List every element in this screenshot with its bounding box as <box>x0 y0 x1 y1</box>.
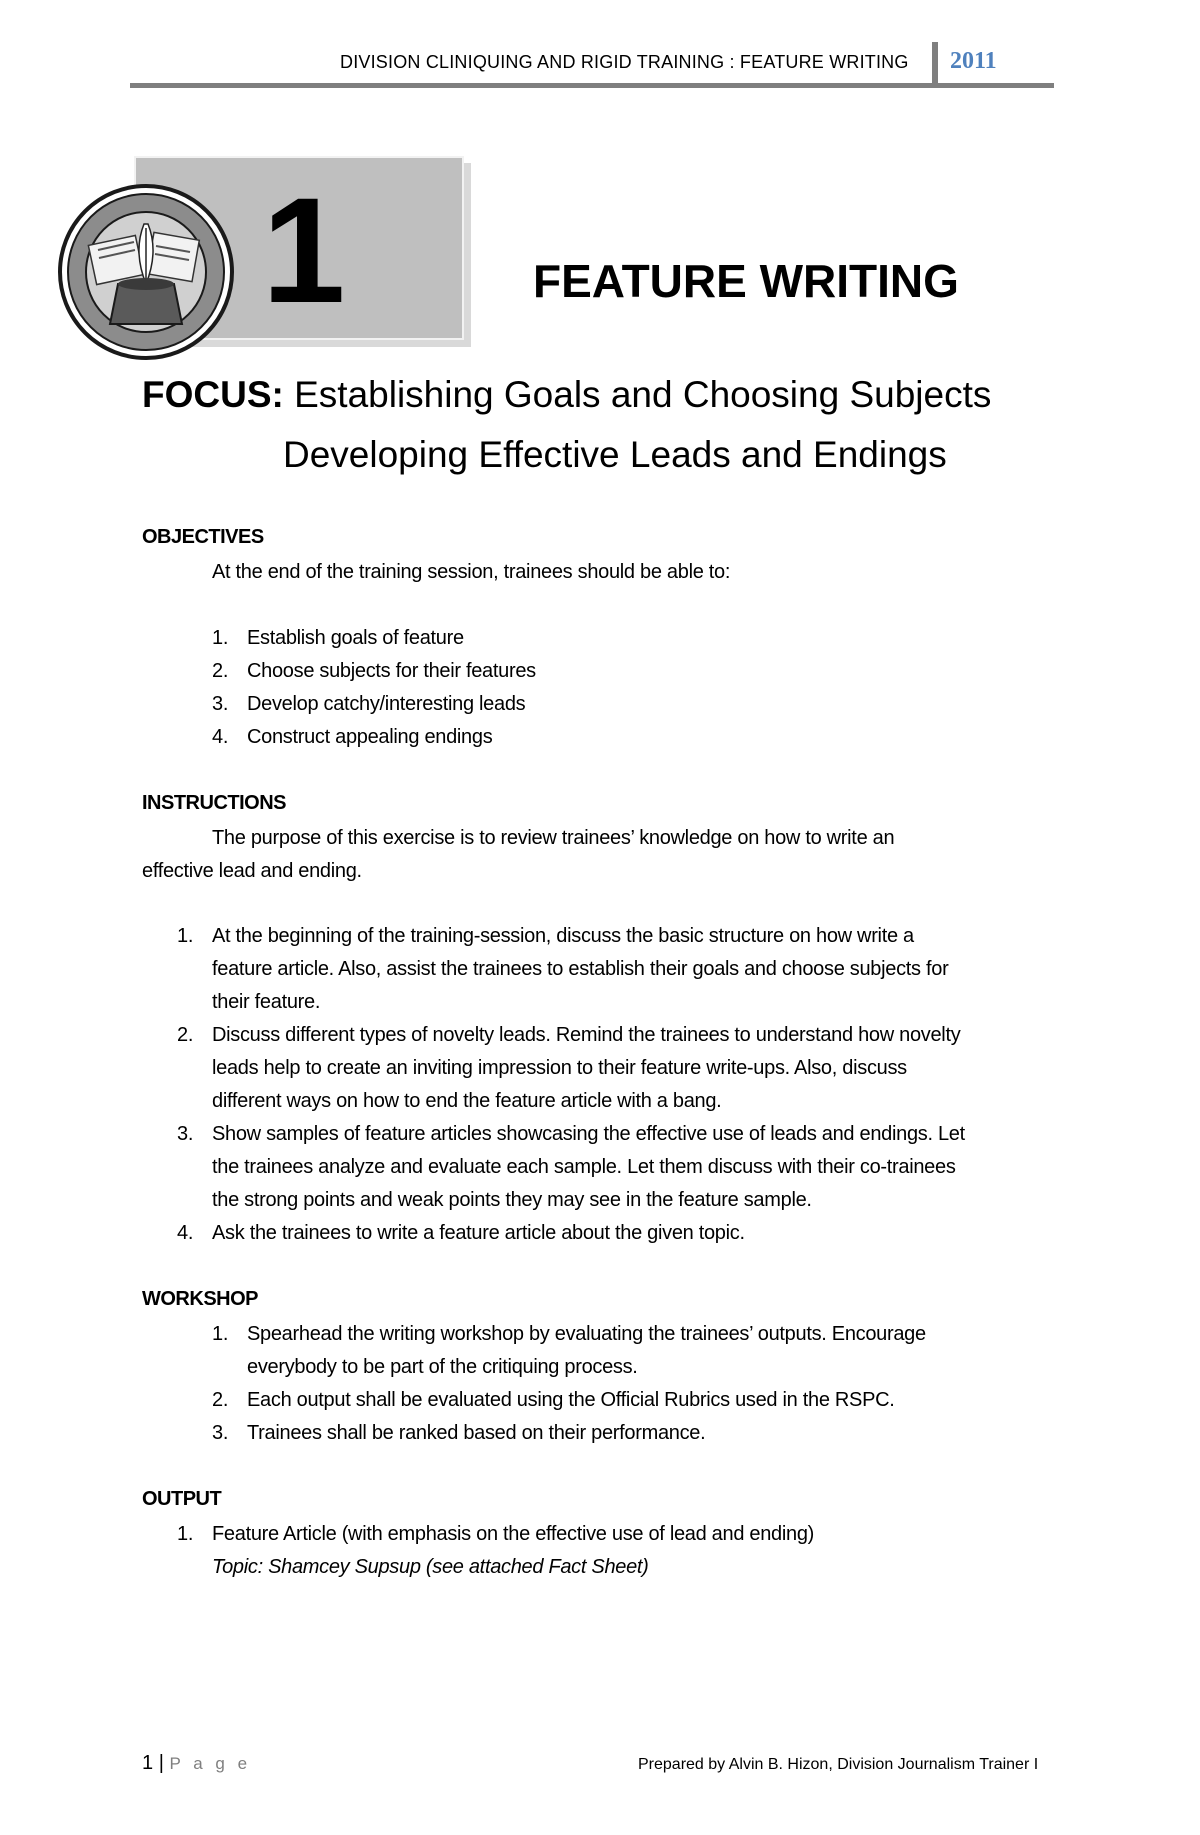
footer-page-number: 1 | P a g e <box>142 1752 252 1774</box>
focus-line-1 <box>142 374 991 416</box>
objective-item: 2. Choose subjects for their features <box>212 660 536 682</box>
instruction-item: 3. Show samples of feature articles showcasing the effective use of leads and endings. Let <box>177 1123 965 1145</box>
header-divider <box>932 42 938 86</box>
instructions-intro-line-1: The purpose of this exercise is to review trainees’ knowledge on how to write an <box>212 827 895 849</box>
footer-page-label: P a g e <box>169 1754 252 1773</box>
output-heading: OUTPUT <box>142 1488 222 1510</box>
instructions-intro-line-2: effective lead and ending. <box>142 860 362 882</box>
objective-item: 1. Establish goals of feature <box>212 627 464 649</box>
instruction-item-line: different ways on how to end the feature article with a bang. <box>212 1090 722 1112</box>
instruction-item: 1. At the beginning of the training-session, discuss the basic structure on how write a <box>177 925 914 947</box>
output-item: 1. Feature Article (with emphasis on the effective use of lead and ending) <box>177 1523 815 1545</box>
workshop-item: 3. Trainees shall be ranked based on their performance. <box>212 1422 706 1444</box>
output-topic: Topic: Shamcey Supsup (see attached Fact Sheet) <box>212 1556 649 1578</box>
objectives-heading: OBJECTIVES <box>142 526 264 548</box>
focus-line-2: Developing Effective Leads and Endings <box>283 434 947 475</box>
instruction-item-line: the trainees analyze and evaluate each sample. Let them discuss with their co-trainees <box>212 1156 956 1178</box>
header-title: DIVISION CLINIQUING AND RIGID TRAINING : FEATURE WRITING <box>340 52 909 72</box>
instructions-heading: INSTRUCTIONS <box>142 792 286 814</box>
workshop-heading: WORKSHOP <box>142 1288 258 1310</box>
focus-label: FOCUS: <box>142 374 284 415</box>
footer-prepared-by: Prepared by Alvin B. Hizon, Division Journalism Trainer I <box>638 1756 1039 1773</box>
instruction-item: 2. Discuss different types of novelty leads. Remind the trainees to understand how novelty <box>177 1024 961 1046</box>
instruction-item-line: leads help to create an inviting impression to their feature write-ups. Also, discuss <box>212 1057 907 1079</box>
workshop-item: 2. Each output shall be evaluated using the Official Rubrics used in the RSPC. <box>212 1389 895 1411</box>
workshop-item: 1. Spearhead the writing workshop by evaluating the trainees’ outputs. Encourage <box>212 1323 926 1345</box>
instruction-item: 4. Ask the trainees to write a feature article about the given topic. <box>177 1222 745 1244</box>
instruction-item-line: their feature. <box>212 991 321 1013</box>
instruction-item-line: the strong points and weak points they may see in the feature sample. <box>212 1189 812 1211</box>
instruction-item-line: feature article. Also, assist the trainees to establish their goals and choose subjects for <box>212 958 949 980</box>
objectives-intro: At the end of the training session, trainees should be able to: <box>212 561 731 583</box>
workshop-item-line: everybody to be part of the critiquing process. <box>247 1356 638 1378</box>
chapter-title: FEATURE WRITING <box>533 255 959 307</box>
objective-item: 4. Construct appealing endings <box>212 726 493 748</box>
focus-text-1: Establishing Goals and Choosing Subjects <box>294 374 992 415</box>
chapter-number: 1 <box>262 166 346 334</box>
header-year: 2011 <box>950 48 997 74</box>
header-rule <box>130 83 1054 88</box>
objective-item: 3. Develop catchy/interesting leads <box>212 693 526 715</box>
journalism-seal-logo <box>58 184 234 360</box>
